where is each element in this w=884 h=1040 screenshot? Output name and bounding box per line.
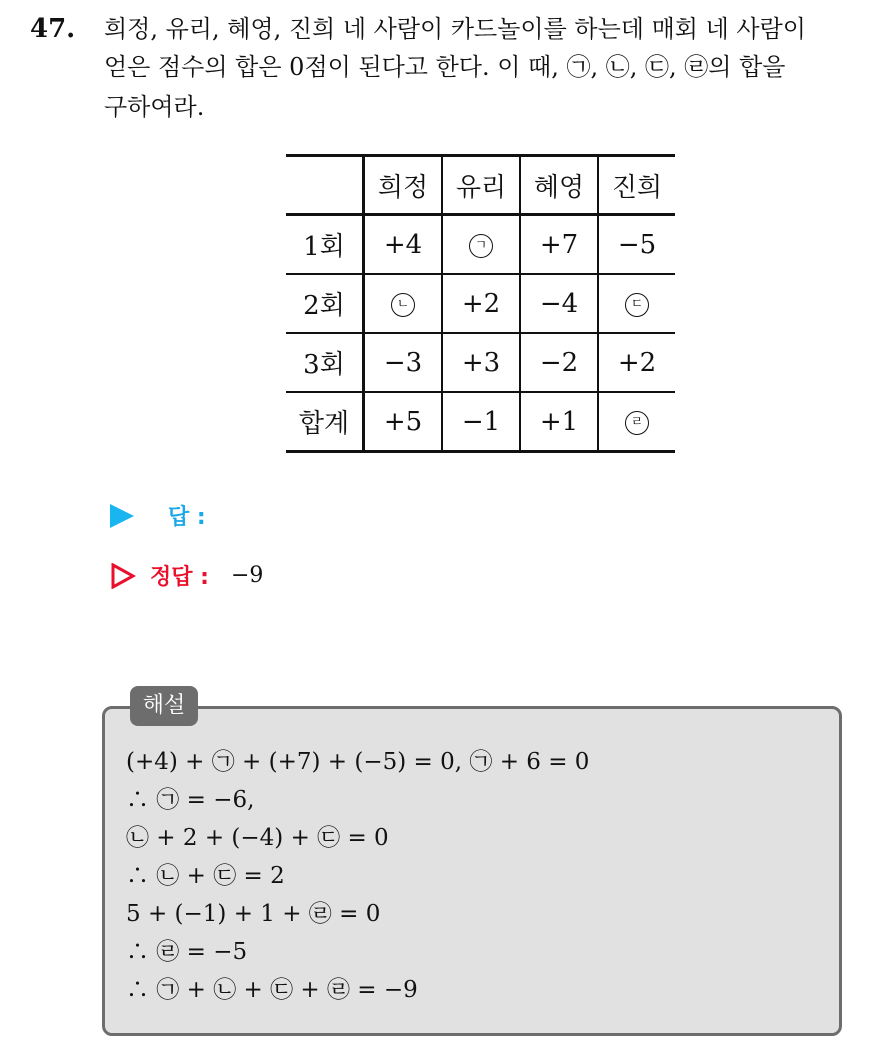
solution-line: ㉡ + 2 + (−4) + ㉢ = 0 [126, 825, 389, 851]
outline-triangle-icon [110, 563, 136, 589]
filled-triangle-icon [110, 504, 134, 528]
question-number: 47. [30, 14, 76, 44]
table-cell: +2 [442, 274, 520, 333]
table-cell: −5 [598, 215, 675, 275]
answer-row [110, 500, 206, 531]
solution-title: 해설 [130, 686, 198, 726]
circled-giyeok-symbol: ㄱ [469, 234, 493, 258]
table-cell: −4 [520, 274, 598, 333]
score-table [286, 154, 675, 453]
table-cell [442, 215, 520, 275]
row-label: 합계 [286, 392, 364, 452]
table-cell: −3 [364, 333, 443, 392]
table-cell: +2 [598, 333, 675, 392]
table-cell [598, 392, 675, 452]
table-cell [598, 274, 675, 333]
row-label: 2회 [286, 274, 364, 333]
solution-line: ∴ ㉡ + ㉢ = 2 [126, 863, 285, 889]
correct-answer-value: −9 [230, 563, 264, 588]
table-cell [364, 274, 443, 333]
header-cell: 진희 [598, 156, 675, 215]
table-cell: −1 [442, 392, 520, 452]
row-label: 1회 [286, 215, 364, 275]
solution-line: ∴ ㉠ + ㉡ + ㉢ + ㉣ = −9 [126, 977, 418, 1003]
circled-nieun-symbol: ㄴ [391, 293, 415, 317]
table-cell: +3 [442, 333, 520, 392]
table-header-row [286, 156, 675, 215]
table-cell: +5 [364, 392, 443, 452]
circled-rieul-symbol: ㄹ [625, 411, 649, 435]
table-corner-cell [286, 156, 364, 215]
header-cell: 희정 [364, 156, 443, 215]
table-cell: +4 [364, 215, 443, 275]
question-text-line-2: 얻은 점수의 합은 0점이 된다고 한다. 이 때, ㉠, ㉡, ㉢, ㉣의 합을 [104, 53, 786, 81]
question-text-line-1: 희정, 유리, 혜영, 진희 네 사람이 카드놀이를 하는데 매회 네 사람이 [104, 15, 806, 43]
table-cell: +1 [520, 392, 598, 452]
row-label: 3회 [286, 333, 364, 392]
answer-label: 답 : [168, 505, 206, 530]
correct-answer-row [110, 560, 263, 591]
table-row [286, 274, 675, 333]
table-row [286, 333, 675, 392]
table-row [286, 392, 675, 452]
solution-line: ∴ ㉠ = −6, [126, 787, 255, 813]
correct-answer-label: 정답 : [150, 565, 209, 590]
table-cell: −2 [520, 333, 598, 392]
table-row [286, 215, 675, 275]
header-cell: 혜영 [520, 156, 598, 215]
question-text-line-3: 구하여라. [104, 93, 205, 121]
header-cell: 유리 [442, 156, 520, 215]
solution-line: 5 + (−1) + 1 + ㉣ = 0 [126, 901, 381, 927]
solution-line: (+4) + ㉠ + (+7) + (−5) = 0, ㉠ + 6 = 0 [126, 749, 590, 775]
solution-line: ∴ ㉣ = −5 [126, 939, 248, 965]
circled-digeut-symbol: ㄷ [625, 293, 649, 317]
table-cell: +7 [520, 215, 598, 275]
